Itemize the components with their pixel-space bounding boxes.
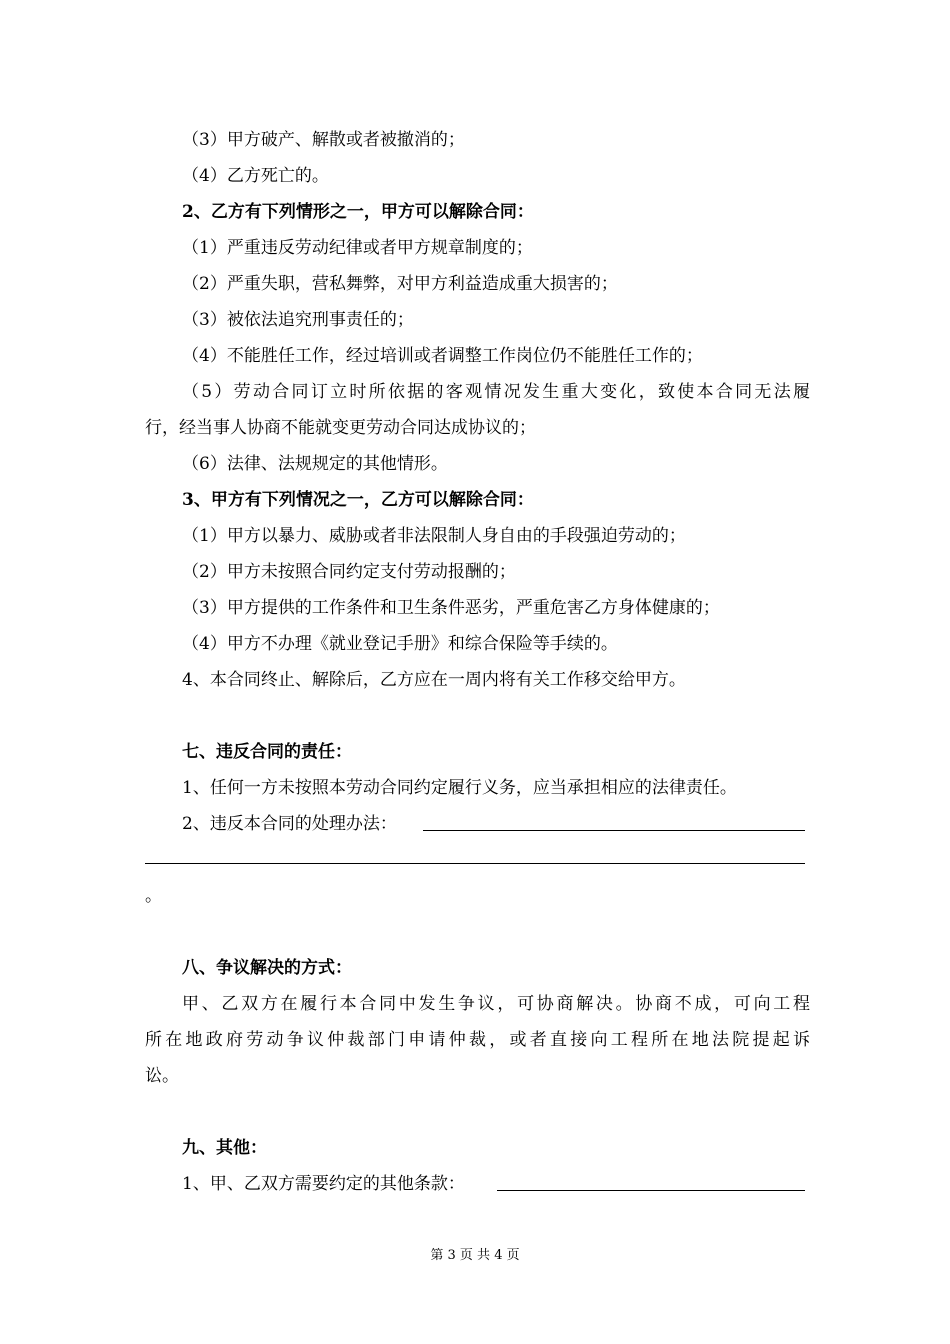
clause-6-3-4: （4）甲方不办理《就业登记手册》和综合保险等手续的。 <box>182 634 618 654</box>
section-8-para-line1: 甲、乙双方在履行本合同中发生争议，可协商解决。协商不成，可向工程 <box>182 994 810 1014</box>
clause-6-2-6: （6）法律、法规规定的其他情形。 <box>182 454 448 474</box>
page-footer: 第 3 页 共 4 页 <box>430 1248 520 1263</box>
clause-9-1-label: 1、甲、乙双方需要约定的其他条款： <box>182 1174 465 1194</box>
clause-7-2-blank-line-2[interactable] <box>145 863 805 864</box>
clause-6-4: 4、本合同终止、解除后，乙方应在一周内将有关工作移交给甲方。 <box>182 670 686 690</box>
clause-6-3-1: （1）甲方以暴力、威胁或者非法限制人身自由的手段强迫劳动的； <box>182 526 686 546</box>
clause-7-2-blank-line-1[interactable] <box>423 830 805 831</box>
clause-6-1-3: （3）甲方破产、解散或者被撤消的； <box>182 130 465 150</box>
clause-6-2-5-line2: 行，经当事人协商不能就变更劳动合同达成协议的； <box>145 418 536 438</box>
section-8-heading: 八、争议解决的方式： <box>182 958 352 978</box>
section-7-heading: 七、违反合同的责任： <box>182 742 352 762</box>
clause-6-2-1: （1）严重违反劳动纪律或者甲方规章制度的； <box>182 238 533 258</box>
clause-6-2-3: （3）被依法追究刑事责任的； <box>182 310 414 330</box>
clause-7-2-end-mark: 。 <box>145 886 162 906</box>
clause-6-2-5-line1: （5）劳动合同订立时所依据的客观情况发生重大变化，致使本合同无法履 <box>182 382 810 402</box>
clause-6-2-4: （4）不能胜任工作，经过培训或者调整工作岗位仍不能胜任工作的； <box>182 346 703 366</box>
clause-6-3-3: （3）甲方提供的工作条件和卫生条件恶劣，严重危害乙方身体健康的； <box>182 598 720 618</box>
section-8-para-line3: 讼。 <box>145 1066 179 1086</box>
clause-6-2-2: （2）严重失职，营私舞弊，对甲方利益造成重大损害的； <box>182 274 618 294</box>
section-8-para-line2: 所在地政府劳动争议仲裁部门申请仲裁，或者直接向工程所在地法院提起诉 <box>145 1030 810 1050</box>
clause-7-1: 1、任何一方未按照本劳动合同约定履行义务，应当承担相应的法律责任。 <box>182 778 737 798</box>
clause-9-1-blank-line[interactable] <box>497 1190 805 1191</box>
clause-6-3-2: （2）甲方未按照合同约定支付劳动报酬的； <box>182 562 516 582</box>
clause-7-2-label: 2、违反本合同的处理办法： <box>182 814 397 834</box>
clause-6-3-heading: 3、甲方有下列情况之一，乙方可以解除合同： <box>182 490 534 510</box>
clause-6-1-4: （4）乙方死亡的。 <box>182 166 329 186</box>
clause-6-2-heading: 2、乙方有下列情形之一，甲方可以解除合同： <box>182 202 534 222</box>
section-9-heading: 九、其他： <box>182 1138 267 1158</box>
